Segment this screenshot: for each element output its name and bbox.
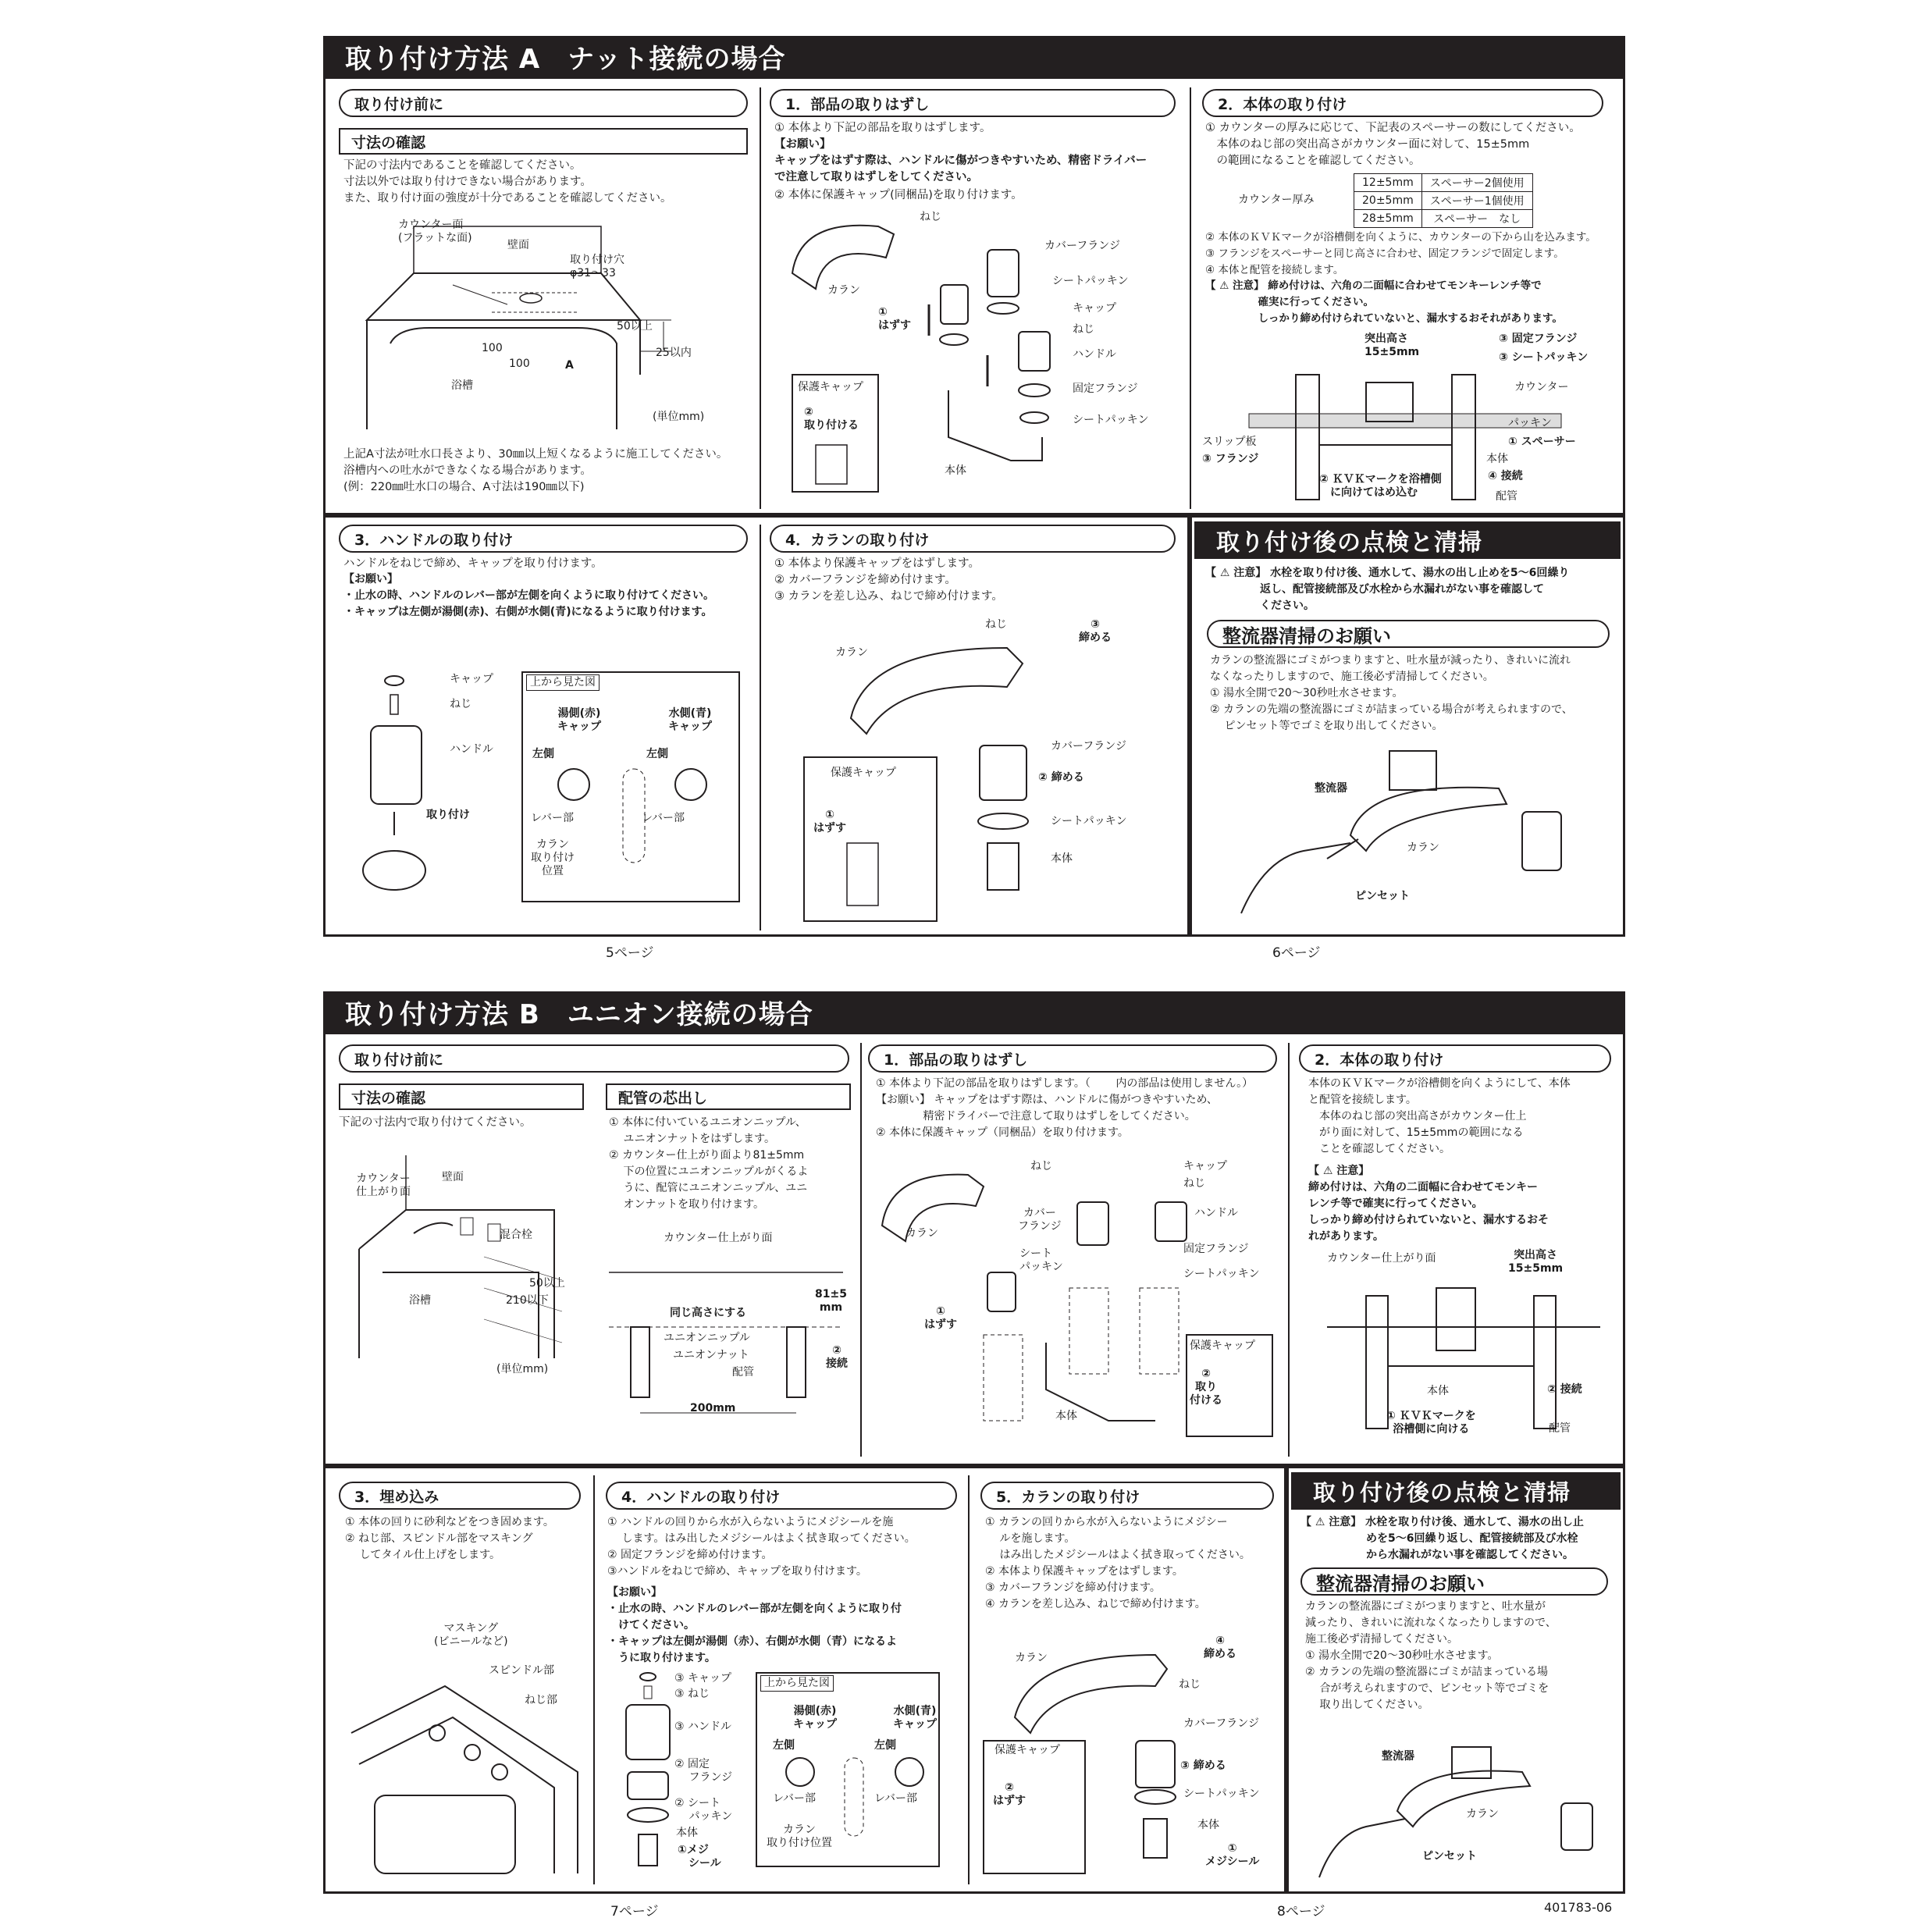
label-left1: 左側	[773, 1739, 795, 1752]
step5-b-text: ① カランの回りから水が入らないようにメジシー ルを施します。 はみ出したメジシールはよく拭き取ってください。 ② 本体より保護キャップをはずします。 ③ カバーフランジを締め付けます。 ④ カランを差し込み、ねじで締め付けます。	[985, 1516, 1251, 1610]
label-wall: 壁面	[442, 1171, 464, 1183]
label-body: 本体	[1197, 1819, 1219, 1831]
label-packing: パッキン	[1508, 417, 1552, 429]
label-cover: カバーフランジ	[1183, 1717, 1259, 1730]
label-seat: ② シート パッキン	[674, 1797, 733, 1823]
label-50: 50以上	[617, 320, 653, 333]
label-seat: ③ シートパッキン	[1499, 351, 1589, 364]
table-cell: 28±5mm	[1354, 210, 1422, 228]
label-cap: キャップ	[1073, 302, 1116, 315]
parts-removal-b-diagram	[874, 1155, 1280, 1452]
label-nut: ユニオンナット	[673, 1349, 749, 1361]
step4-b-request: 【お願い】 ・止水の時、ハンドルのレバー部が左側を向くように取り付 けてください。 ・キャップは左側が湯側（赤）、右側が水側（青）になるよ うに取り付けます。	[607, 1586, 902, 1664]
step2-heading: 2．本体の取り付け	[1202, 89, 1603, 117]
spacer-table	[1354, 173, 1533, 228]
label-protect: 保護キャップ	[994, 1744, 1060, 1756]
label-cap: キャップ	[450, 673, 493, 685]
inspection-a-caution: 【 ⚠ 注意】 水栓を取り付け後、通水して、湯水の出し止めを5～6回繰り 返し、配管接続部及び水栓から水漏れがない事を確認して ください。	[1205, 567, 1570, 612]
pipe-centering-text: ① 本体に付いているユニオンニップル、 ユニオンナットをはずします。 ② カウンター仕上がり面より81±5mm 下の位置にユニオンニップルがくるよ うに、配管にユニオンニップル、ユニ オンナットを取り付けます。	[609, 1116, 809, 1211]
label-body: 本体	[945, 464, 966, 477]
label-tweezers: ピンセット	[1422, 1850, 1477, 1863]
table-cell: スペーサー1個使用	[1421, 192, 1532, 210]
before-install-heading: 取り付け前に	[339, 89, 748, 117]
label-body: 本体	[1055, 1410, 1077, 1422]
label-remove: ① はずす	[878, 306, 911, 332]
handle-diagram	[359, 671, 445, 906]
label-protect: 保護キャップ	[831, 767, 896, 779]
step1-b-heading: 1．部品の取りはずし	[868, 1044, 1277, 1073]
label-seat2: シートパッキン	[1183, 1268, 1260, 1280]
label-fixed: 固定フランジ	[1073, 382, 1138, 395]
step2-b-caution: 【 ⚠ 注意】 締め付けは、六角の二面幅に合わせてモンキー レンチ等で確実に行ってください。 しっかり締め付けられていないと、漏水するおそ れがあります。	[1308, 1165, 1549, 1243]
label-mixer: 混合栓	[500, 1229, 532, 1241]
divider	[1190, 87, 1191, 509]
label-seat: シートパッキン	[1051, 815, 1127, 827]
label-lever1: レバー部	[531, 812, 575, 824]
inspection-b-caution: 【 ⚠ 注意】 水栓を取り付け後、通水して、湯水の出し止 めを5～6回繰り返し、配管接続部及び水栓 から水漏れがない事を確認してください。	[1300, 1516, 1584, 1561]
step3-b-text: ① 本体の回りに砂利などをつき固めます。 ② ねじ部、スピンドル部をマスキング してタイル仕上げをします。	[345, 1516, 554, 1561]
table-cell: 20±5mm	[1354, 192, 1422, 210]
label-screw: ねじ	[1179, 1678, 1201, 1691]
label-screw2: ねじ	[1073, 323, 1094, 336]
section-b-banner: 取り付け方法 B ユニオン接続の場合	[323, 991, 1625, 1032]
step2-text1: ① カウンターの厚みに応じて、下記表のスペーサーの数にしてください。 本体のねじ部の突出高さがカウンター面に対して、15±5mm の範囲になることを確認してください。	[1205, 122, 1581, 167]
label-hole: 取り付け穴 φ31～33	[570, 254, 624, 279]
label-210: 210以下	[506, 1294, 549, 1307]
label-seal: ①メジ シール	[678, 1844, 721, 1870]
label-fixed: ② 固定 フランジ	[674, 1758, 733, 1784]
label-screw2: ねじ	[1183, 1177, 1205, 1190]
label-protect: 保護キャップ	[1190, 1340, 1255, 1352]
label-seat2: シートパッキン	[1073, 414, 1149, 426]
label-handle: ③ ハンドル	[674, 1720, 732, 1733]
label-counter-finish: カウンター仕上がり面	[664, 1232, 773, 1244]
step1-heading: 1．部品の取りはずし	[770, 89, 1176, 117]
label-25: 25以内	[656, 347, 692, 359]
step4-text: ① 本体より保護キャップをはずします。 ② カバーフランジを締め付けます。 ③ カランを差し込み、ねじで締め付けます。	[774, 557, 1003, 603]
label-pipe: 配管	[1549, 1422, 1571, 1435]
label-attach: 取り付け	[426, 809, 470, 821]
label-spindle: スピンドル部	[489, 1664, 554, 1677]
label-counter: カウンター	[1514, 381, 1569, 393]
step5-b-heading: 5．カランの取り付け	[980, 1482, 1274, 1510]
embedding-diagram	[351, 1678, 585, 1873]
label-body: 本体	[1427, 1385, 1449, 1397]
label-unit: (単位mm)	[653, 411, 705, 423]
dimension-intro: 下記の寸法内であることを確認してください。 寸法以外では取り付けできない場合があります。 また、取り付け面の強度が十分であることを確認してください。	[343, 159, 672, 205]
label-remove: ① はずす	[924, 1305, 957, 1331]
label-aerator: 整流器	[1382, 1750, 1414, 1763]
label-hot: 湯側(赤) キャップ	[793, 1705, 837, 1731]
step3-heading: 3．ハンドルの取り付け	[339, 525, 748, 553]
label-tighten3: ③ 締める	[1180, 1759, 1226, 1772]
label-left1: 左側	[532, 748, 554, 760]
label-lever1: レバー部	[773, 1792, 817, 1805]
label-lever2: レバー部	[642, 812, 685, 824]
step2-b-text: 本体のＫＶＫマークが浴槽側を向くようにして、本体 と配管を接続します。 本体のねじ部の突出高さがカウンター仕上 がり面に対して、15±5mmの範囲になる ことを確認してください。	[1308, 1077, 1571, 1155]
label-cover: カバーフランジ	[1044, 240, 1120, 252]
label-protect: 保護キャップ	[798, 381, 863, 393]
page-number: 8ページ	[1277, 1904, 1325, 1920]
aerator-text: カランの整流器にゴミがつまりますと、吐水量が減ったり、きれいに流れ なくなったりしますので、施工後必ず清掃してください。 ① 湯水全開で20～30秒吐水させます。 ② カランの先端の整流器にゴミが詰まっている場合が考えられますので、 ピンセット等でゴミを取り出してください。	[1210, 654, 1573, 732]
label-spacer: ① スペーサー	[1508, 436, 1576, 448]
label-pipe: 配管	[1496, 490, 1517, 503]
aerator-heading: 整流器清掃のお願い	[1207, 620, 1610, 648]
label-tighten3: ③ 締める	[1079, 618, 1112, 644]
label-counter-finish: カウンター仕上がり面	[1327, 1252, 1436, 1265]
divider	[1288, 1043, 1290, 1457]
label-left2: 左側	[646, 748, 668, 760]
label-connect: ② 接続	[826, 1344, 848, 1370]
divider	[860, 1043, 862, 1457]
label-fixed: 固定フランジ	[1183, 1243, 1249, 1255]
step3-text: ハンドルをねじで締め、キャップを取り付けます。	[343, 557, 603, 570]
aerator-cleaning-diagram	[1233, 742, 1608, 921]
label-tub: 浴槽	[451, 379, 473, 392]
label-remove: ② はずす	[993, 1781, 1026, 1807]
label-left2: 左側	[874, 1739, 896, 1752]
label-81: 81±5 mm	[815, 1288, 847, 1314]
table-label: カウンター厚み	[1238, 194, 1315, 206]
label-kvk: ① ＫＶＫマークを 浴槽側に向ける	[1386, 1410, 1476, 1436]
dimension-check-heading: 寸法の確認	[339, 128, 748, 155]
step1-request: 【お願い】 キャップをはずす際は、ハンドルに傷がつきやすいため、精密ドライバー で注意して取りはずしをしてください。	[774, 138, 1147, 183]
label-masking: マスキング (ビニールなど)	[434, 1622, 508, 1648]
label-handle: ハンドル	[1073, 348, 1116, 361]
label-top-view: 上から見た図	[760, 1675, 834, 1692]
label-fixed: ③ 固定フランジ	[1499, 333, 1578, 345]
label-a: A	[565, 359, 574, 372]
label-seat: シート パッキン	[1019, 1247, 1063, 1273]
label-100b: 100	[509, 358, 530, 370]
label-slip: スリップ板	[1202, 436, 1257, 448]
label-spout: カラン	[835, 646, 868, 659]
label-tweezers: ピンセット	[1355, 890, 1410, 902]
label-spout: カラン	[1015, 1652, 1048, 1664]
label-cold: 水側(青) キャップ	[893, 1705, 937, 1731]
before-install-b-heading: 取り付け前に	[339, 1044, 849, 1073]
page-number: 7ページ	[610, 1904, 659, 1920]
label-nipple: ユニオンニップル	[664, 1332, 750, 1344]
aerator-b-text: カランの整流器にゴミがつまりますと、吐水量が 減ったり、きれいに流れなくなったりしますので、 施工後必ず清掃してください。 ① 湯水全開で20～30秒吐水させます。 ② カランの先端の整流器にゴミが詰まっている場 合が考えられますので、ピンセット等でゴミを 取り出してください。	[1305, 1600, 1557, 1711]
label-flange: ③ フランジ	[1202, 453, 1259, 465]
label-tub: 浴槽	[409, 1294, 431, 1307]
label-cover: カバーフランジ	[1051, 740, 1126, 753]
step3-b-heading: 3．埋め込み	[339, 1482, 581, 1510]
label-lever2: レバー部	[874, 1792, 918, 1805]
label-handle: ハンドル	[450, 743, 493, 756]
divider	[760, 525, 761, 930]
table-cell: スペーサー なし	[1421, 210, 1532, 228]
label-cover: カバー フランジ	[1018, 1207, 1062, 1233]
label-connect: ④ 接続	[1488, 470, 1523, 482]
step1-text1: ① 本体より下記の部品を取りはずします。	[774, 122, 991, 134]
step4-heading: 4．カランの取り付け	[770, 525, 1176, 553]
label-seal: ① メジシール	[1205, 1842, 1260, 1868]
step2-b-heading: 2．本体の取り付け	[1299, 1044, 1611, 1073]
label-100a: 100	[482, 342, 503, 354]
dimension-check-b-heading: 寸法の確認	[339, 1083, 584, 1110]
parts-removal-diagram	[777, 211, 1183, 507]
label-screw: ねじ	[1030, 1160, 1052, 1172]
handle-b-diagram	[617, 1670, 679, 1873]
label-attach: ② 取り付ける	[804, 406, 859, 432]
label-hot: 湯側(赤) キャップ	[557, 707, 601, 733]
label-200: 200mm	[690, 1402, 736, 1414]
label-spout: カラン	[1466, 1808, 1499, 1820]
step1-text2: ② 本体に保護キャップ(同梱品)を取り付けます。	[774, 189, 1023, 201]
label-screw-part: ねじ部	[525, 1694, 557, 1706]
step1-b-text: ① 本体より下記の部品を取りはずします。（ 内の部品は使用しません。） 【お願い】 キャップをはずす際は、ハンドルに傷がつきやすいため、 精密ドライバーで注意して取りはずしをしてください。 ② 本体に保護キャップ（同梱品）を取り付けます。	[876, 1077, 1254, 1139]
dimension-b-intro: 下記の寸法内で取り付けてください。	[339, 1116, 532, 1129]
aerator-b-heading: 整流器清掃のお願い	[1300, 1567, 1608, 1596]
label-spout-pos: カラン 取り付け 位置	[531, 838, 575, 877]
label-spout-pos: カラン 取り付け位置	[767, 1823, 832, 1849]
label-seat: シートパッキン	[1183, 1788, 1260, 1800]
label-spout: カラン	[827, 284, 860, 297]
dimension-note: 上記A寸法が吐水口長さより、30㎜以上短くなるように施工してください。 浴槽内への吐水ができなくなる場合があります。 (例：220㎜吐水口の場合、A寸法は190㎜以下)	[343, 448, 728, 493]
label-screw: ねじ	[985, 618, 1007, 631]
label-50: 50以上	[529, 1277, 565, 1290]
table-cell: スペーサー2個使用	[1421, 174, 1532, 192]
label-connect: ② 接続	[1547, 1383, 1582, 1396]
label-screw: ねじ	[920, 211, 941, 223]
page-number: 5ページ	[606, 945, 654, 961]
label-attach: ② 取り 付ける	[1190, 1368, 1222, 1407]
label-counter: カウンター 仕上がり面	[356, 1172, 411, 1198]
label-counter: カウンター面 (フラットな面)	[398, 219, 472, 244]
inspection-a-banner: 取り付け後の点検と清掃	[1194, 521, 1621, 559]
label-spout: カラン	[906, 1227, 938, 1240]
label-cap: キャップ	[1183, 1160, 1227, 1172]
label-screw: ③ ねじ	[674, 1688, 710, 1700]
label-seat: シートパッキン	[1052, 275, 1129, 287]
section-a-banner: 取り付け方法 A ナット接続の場合	[323, 36, 1625, 76]
step4-b-heading: 4．ハンドルの取り付け	[606, 1482, 957, 1510]
label-protrude: 突出高さ 15±5mm	[1364, 333, 1420, 358]
label-pipe: 配管	[732, 1366, 754, 1379]
label-body: 本体	[1486, 453, 1508, 465]
label-cold: 水側(青) キャップ	[668, 707, 712, 733]
label-protrude: 突出高さ 15±5mm	[1508, 1249, 1564, 1275]
step3-request: 【お願い】 ・止水の時、ハンドルのレバー部が左側を向くように取り付けてください。 ・キャップは左側が湯側(赤)、右側が水側(青)になるように取り付けます。	[343, 573, 715, 618]
page-number: 6ページ	[1272, 945, 1321, 961]
label-tighten2: ② 締める	[1038, 771, 1084, 784]
label-same-height: 同じ高さにする	[670, 1307, 746, 1319]
step2-text2: ② 本体のＫＶＫマークが浴槽側を向くように、カウンターの下から山を込みます。 ③ フランジをスペーサーと同じ高さに合わせ、固定フランジで固定します。 ④ 本体と配管を接続します。	[1205, 231, 1596, 276]
label-remove: ① はずす	[813, 809, 846, 834]
label-top-view: 上から見た図	[526, 674, 600, 691]
label-handle: ハンドル	[1194, 1207, 1238, 1219]
document-number: 401783-06	[1544, 1900, 1613, 1915]
label-body: 本体	[676, 1827, 698, 1839]
step2-caution: 【 ⚠ 注意】 締め付けは、六角の二面幅に合わせてモンキーレンチ等で 確実に行ってください。 しっかり締め付けられていないと、漏水するおそれがあります。	[1205, 279, 1563, 325]
label-cap: ③ キャップ	[674, 1672, 732, 1685]
table-cell: 12±5mm	[1354, 174, 1422, 192]
label-unit: (単位mm)	[496, 1363, 549, 1375]
label-screw: ねじ	[450, 698, 471, 710]
label-kvk: ② ＫＶＫマークを浴槽側 に向けてはめ込む	[1319, 473, 1442, 499]
label-wall: 壁面	[507, 239, 529, 251]
label-spout: カラン	[1407, 841, 1439, 854]
label-body: 本体	[1051, 852, 1073, 865]
step4-b-text: ① ハンドルの回りから水が入らないようにメジシールを施 します。はみ出したメジシールはよく拭き取ってください。 ② 固定フランジを締め付けます。 ③ハンドルをねじで締め、キャップを取り付けます。	[607, 1516, 916, 1578]
label-tighten4: ④ 締める	[1204, 1635, 1236, 1660]
divider	[760, 87, 761, 509]
pipe-centering-heading: 配管の芯出し	[606, 1083, 851, 1110]
inspection-b-banner: 取り付け後の点検と清掃	[1291, 1472, 1621, 1510]
label-aerator: 整流器	[1315, 782, 1347, 795]
